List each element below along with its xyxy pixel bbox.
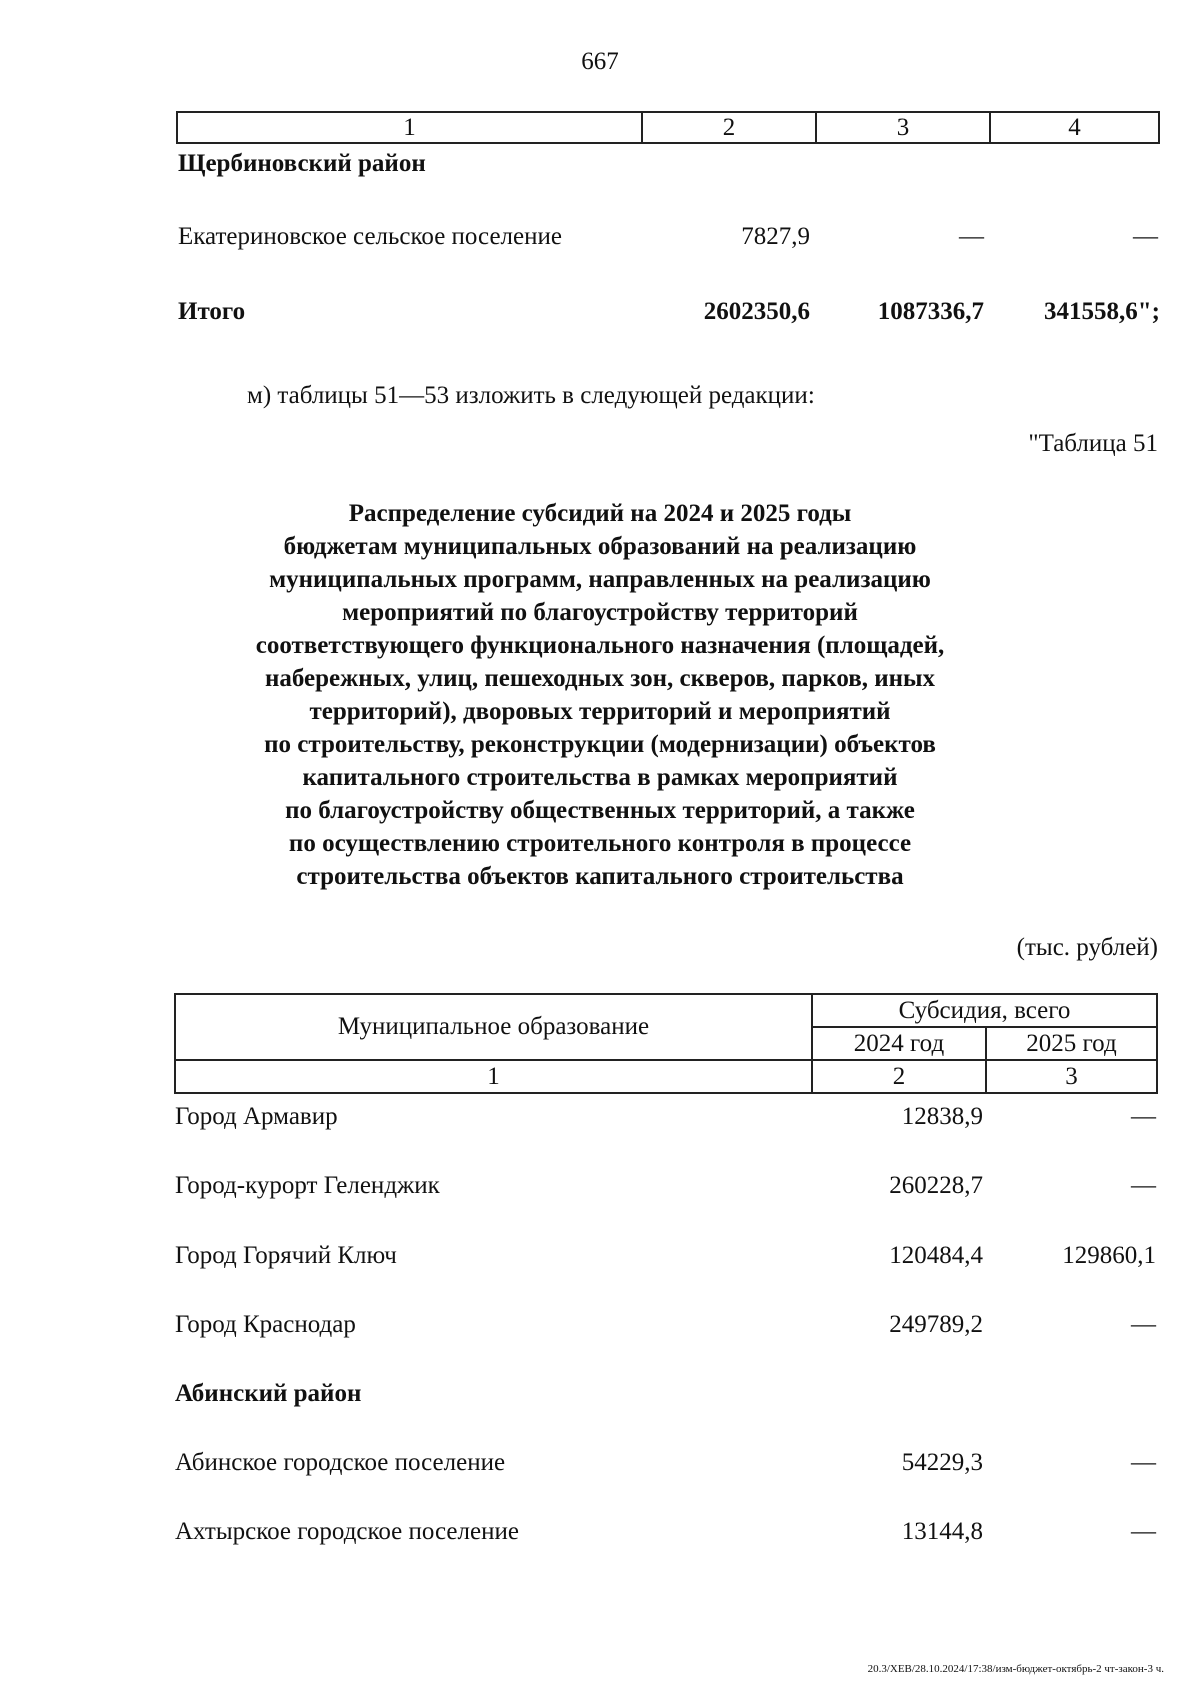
- district-heading: Абинский район: [175, 1380, 362, 1407]
- total-label: Итого: [178, 298, 246, 325]
- total-col2: 2602350,6: [703, 298, 810, 325]
- value-2024: 120484,4: [889, 1242, 983, 1269]
- header-col-2: 2: [642, 112, 816, 143]
- row-value-col2: 7827,9: [741, 223, 810, 250]
- title-line: строительства объектов капитального строительства: [296, 863, 904, 890]
- district-heading: Щербиновский район: [178, 150, 426, 177]
- main-table-header: [174, 993, 1158, 1094]
- value-2025: —: [1131, 1518, 1156, 1545]
- title-line: Распределение субсидий на 2024 и 2025 годы: [348, 500, 852, 527]
- value-2025: 129860,1: [1062, 1242, 1156, 1269]
- value-2024: 12838,9: [901, 1103, 983, 1130]
- row-value-col4: —: [1133, 223, 1158, 250]
- title-line: набережных, улиц, пешеходных зон, скверов, парков, иных: [264, 665, 936, 692]
- title-line: мероприятий по благоустройству территорий: [342, 599, 858, 626]
- total-col3: 1087336,7: [877, 298, 984, 325]
- title-line: капитального строительства в рамках мероприятий: [302, 764, 898, 791]
- col-2025: 2025 год: [986, 1027, 1157, 1060]
- value-2025: —: [1131, 1103, 1156, 1130]
- units-label: (тыс. рублей): [1016, 934, 1158, 961]
- municipality-name: Город Горячий Ключ: [175, 1242, 397, 1269]
- value-2025: —: [1131, 1311, 1156, 1338]
- row-name: Екатериновское сельское поселение: [178, 223, 562, 250]
- municipality-name: Город-курорт Геленджик: [175, 1172, 440, 1199]
- col-number-1: 1: [175, 1060, 812, 1093]
- municipality-name: Абинское городское поселение: [175, 1449, 506, 1476]
- title-line: по строительству, реконструкции (модернизации) объектов: [264, 731, 936, 758]
- top-table-header: [176, 111, 1160, 144]
- table-reference: "Таблица 51: [1028, 430, 1158, 457]
- instruction-text: м) таблицы 51—53 изложить в следующей редакции:: [247, 382, 815, 409]
- page-number: 667: [581, 48, 619, 75]
- col-2024: 2024 год: [812, 1027, 986, 1060]
- header-col-1: 1: [177, 112, 642, 143]
- title-line: по осуществлению строительного контроля в процессе: [288, 830, 912, 857]
- row-value-col3: —: [959, 223, 984, 250]
- col-number-2: 2: [812, 1060, 986, 1093]
- title-line: по благоустройству общественных территорий, а также: [285, 797, 915, 824]
- col-municipality: Муниципальное образование: [175, 994, 812, 1060]
- title-line: муниципальных программ, направленных на реализацию: [269, 566, 931, 593]
- municipality-name: Город Краснодар: [175, 1311, 356, 1338]
- value-2025: —: [1131, 1172, 1156, 1199]
- title-line: территорий), дворовых территорий и мероприятий: [309, 698, 891, 725]
- value-2024: 260228,7: [889, 1172, 983, 1199]
- header-col-3: 3: [816, 112, 990, 143]
- col-number-3: 3: [986, 1060, 1157, 1093]
- municipality-name: Город Армавир: [175, 1103, 338, 1130]
- value-2024: 249789,2: [889, 1311, 983, 1338]
- title-line: бюджетам муниципальных образований на реализацию: [283, 533, 917, 560]
- col-subsidy-total: Субсидия, всего: [812, 994, 1157, 1027]
- value-2024: 13144,8: [901, 1518, 983, 1545]
- header-col-4: 4: [990, 112, 1159, 143]
- total-col4: 341558,6";: [1044, 298, 1160, 325]
- title-line: соответствующего функционального назначения (площадей,: [255, 632, 945, 659]
- document-footer: 20.3/ХЕВ/28.10.2024/17:38/изм-бюджет-октябрь-2 чт-закон-3 ч.: [867, 1663, 1164, 1675]
- value-2024: 54229,3: [901, 1449, 983, 1476]
- municipality-name: Ахтырское городское поселение: [175, 1518, 519, 1545]
- value-2025: —: [1131, 1449, 1156, 1476]
